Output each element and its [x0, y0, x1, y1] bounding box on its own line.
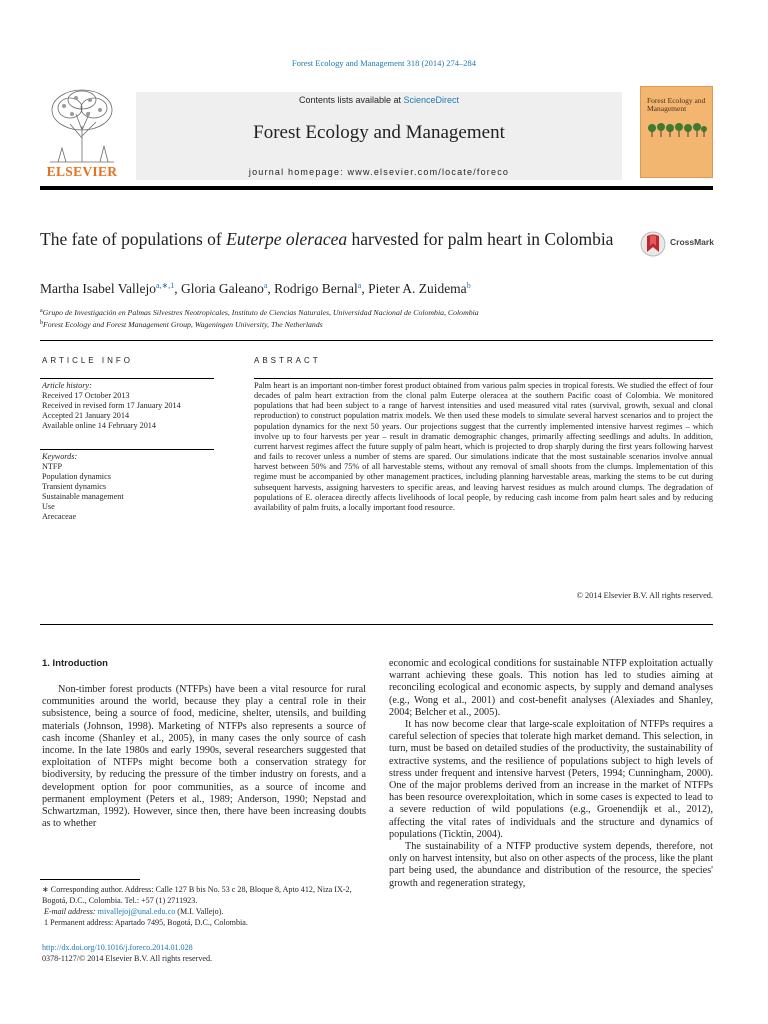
- article-title: [40, 228, 620, 250]
- author-affiliation-ref[interactable]: a,∗,1: [155, 281, 175, 290]
- cover-trees-icon: [647, 121, 707, 137]
- affiliation-item: [40, 318, 720, 330]
- history-item: Received 17 October 2013: [42, 391, 130, 400]
- title-species: Euterpe oleracea: [226, 229, 348, 249]
- affiliations: [40, 306, 720, 330]
- author-affiliation-ref[interactable]: b: [466, 281, 471, 290]
- email-note: [42, 906, 366, 917]
- author-separator: ,: [174, 281, 181, 296]
- title-part1: The fate of populations of: [40, 229, 227, 249]
- body-paragraph: Non-timber forest products (NTFPs) have been a vital resource for rural communities around the world, because they play a central role in their subsistence, being a source of food, medicine, shelter, utensils, and building materials (Johnson, 1998). Marketing of NTFPs also represents a source of cash income (Shanley et al., 2005), in many cases the only source of cash income. In the late 1980s and early 1990s, several researchers suggested that exploitation of NTFPs might become both a conservation strategy for biodiversity, by reducing the pressure of the timber industry on forests, and a development option for poor communities, as a source of income and permanent employment (Peters et al., 1989; Anderson, 1990; Nepstad and Schwartzman, 1992). However, since then, there have been increasing doubts as to whether: [42, 684, 366, 830]
- keywords: [42, 452, 222, 522]
- history-item: Accepted 21 January 2014: [42, 411, 130, 420]
- issn-line: 0378-1127/© 2014 Elsevier B.V. All rights reserved.: [42, 954, 213, 963]
- crossmark-icon: [640, 230, 666, 258]
- author-affiliation-ref[interactable]: a: [263, 281, 268, 290]
- body-paragraph: The sustainability of a NTFP productive system depends, therefore, not only on harvest intensity, but also on other aspects of the process, like the plant part being used, the abundance and distribution of the resource, the species' growth and regeneration strategy,: [389, 841, 713, 889]
- doi-link[interactable]: http://dx.doi.org/10.1016/j.foreco.2014.01.028: [42, 943, 193, 952]
- contents-line: [136, 95, 622, 105]
- body-column-right: [389, 658, 713, 890]
- permanent-address-note: 1 Permanent address: Apartado 7495, Bogotá, D.C., Colombia.: [44, 918, 248, 927]
- crossmark-button[interactable]: [640, 230, 720, 258]
- history-item: Received in revised form 17 January 2014: [42, 401, 181, 410]
- corresponding-author-note: ∗ Corresponding author. Address: Calle 127 B bis No. 53 c 28, Bloque 8, Apto 412, Niza IX-2, Bogotá, D.C., Colombia. Tel.: +57 (1) 2711923.: [42, 885, 352, 905]
- sciencedirect-link[interactable]: ScienceDirect: [403, 95, 460, 105]
- body-paragraph: economic and ecological conditions for sustainable NTFP exploitation actually warrant achieving these goals. This notion has led to studies aiming at reconciling ecological and economic aspects, by supply and demand analyses (e.g., Wong et al., 2001) and cost-benefit analyses (Alexiades and Shanley, 2004; Belcher et al., 2005).: [389, 658, 713, 718]
- keywords-label: Keywords:: [42, 452, 78, 461]
- elsevier-logo[interactable]: [40, 86, 124, 182]
- journal-cover[interactable]: [640, 86, 713, 178]
- keyword-item: Use: [42, 502, 55, 511]
- title-part2: harvested for palm heart in Colombia: [347, 229, 614, 249]
- contents-prefix: Contents lists available at: [298, 95, 404, 105]
- abstract-heading: ABSTRACT: [254, 356, 321, 365]
- cover-title: Forest Ecology and Management: [647, 96, 706, 113]
- affiliation-text: Grupo de Investigación en Palmas Silvestres Neotropicales, Instituto de Ciencias Naturales, Universidad Nacional de Colombia, Colombia: [42, 308, 479, 317]
- affiliation-item: [40, 306, 720, 318]
- abstract-rule: [254, 378, 713, 379]
- footnote-rule: [40, 879, 140, 880]
- author-separator: ,: [361, 281, 369, 296]
- email-link[interactable]: mivallejoj@unal.edu.co: [97, 907, 176, 916]
- footnotes: [42, 884, 366, 928]
- abstract-text: Palm heart is an important non-timber forest product obtained from various palm species in tropical forests. We studied the effect of four decades of palm heart extraction from the clonal palm Euterpe oleracea at the southern Pacific coast of Colombia. We monitored populations that had been subject to a range of harvest intensities and used measured vital rates (survival, growth, sexual and clonal reproduction) to construct population matrix models. We then used these models to simulate several harvest scenarios and to project the population dynamics for the next 50 years. Our projections suggest that the currently implemented intensive harvest regimes – which involve up to four harvests per year – result in dramatic demographic changes, primarily affecting seedlings and adults. In addition, current harvest regimes affect the future supply of palm heart, which is projected to drop sharply during the first years following harvest and fails to recover unless a number of stems are spared. Our simulations indicate that the most sustainable scenarios involve annual harvest between 50% and 75% of all harvestable stems, without any removal of small shoots from the clumps. Implementation of this regime must be accompanied by other management practices, including planning harvestable areas, marking the stems to be cut during subsequent harvests, assigning harvesters to specific areas, and leaving harvest residues as mulch around clumps. The degradation of populations of E. oleracea directly affects livelihoods of local people, by reducing cash income from palm heart sales and by reducing availability of palm fruits, a locally important food resource.: [254, 381, 713, 512]
- author-affiliation-ref[interactable]: a: [357, 281, 362, 290]
- journal-title: Forest Ecology and Management: [253, 122, 505, 143]
- body-column-left: [42, 684, 366, 830]
- author-separator: ,: [267, 281, 275, 296]
- keyword-item: Population dynamics: [42, 472, 111, 481]
- keyword-item: Transient dynamics: [42, 482, 107, 491]
- crossmark-label: CrossMark: [670, 237, 714, 247]
- tree-logo-icon: [40, 86, 124, 164]
- author-name: Pieter A. Zuidema: [368, 281, 467, 296]
- author-name: Martha Isabel Vallejo: [40, 281, 156, 296]
- info-rule: [40, 378, 214, 379]
- affiliation-marker: a: [40, 308, 43, 314]
- history-item: Available online 14 February 2014: [42, 421, 156, 430]
- body-paragraph: It has now become clear that large-scale exploitation of NTFPs requires a careful selection of species that tolerate high market demand. This selection, in turn, must be based on detailed studies of the productivity, the sustainability of extractive systems, and the resilience of populations subject to high levels of stress under frequent and intensive harvest (Peters, 1994; Cunningham, 2000). One of the major problems derived from an increase in the market of NTFPs has been resource overexploitation, which in some cases is expected to lead to a severe reduction of wild populations (e.g., Groenendijk et al., 2012), affecting the vital rates of individuals and the structure and dynamics of populations (Ticktin, 2004).: [389, 719, 713, 840]
- author-list: [40, 281, 720, 297]
- affiliation-marker: b: [40, 320, 43, 326]
- email-suffix: (M.I. Vallejo).: [175, 907, 224, 916]
- history-label: Article history:: [42, 381, 92, 390]
- author-name: Gloria Galeano: [180, 281, 264, 296]
- section-rule: [40, 340, 713, 341]
- journal-citation-link[interactable]: Forest Ecology and Management 318 (2014) 274–284: [291, 58, 477, 68]
- article-info-heading: ARTICLE INFO: [42, 356, 133, 365]
- header-rule: [40, 186, 713, 190]
- journal-homepage[interactable]: journal homepage: www.elsevier.com/locate/foreco: [248, 167, 510, 177]
- affiliation-text: Forest Ecology and Forest Management Group, Wageningen University, The Netherlands: [43, 320, 323, 329]
- keyword-item: Sustainable management: [42, 492, 124, 501]
- publisher-name: ELSEVIER: [46, 164, 118, 179]
- keyword-item: NTFP: [42, 462, 63, 471]
- introduction-heading: 1. Introduction: [42, 658, 108, 669]
- author-name: Rodrigo Bernal: [274, 281, 358, 296]
- abstract-copyright: © 2014 Elsevier B.V. All rights reserved.: [576, 591, 713, 600]
- keyword-item: Arecaceae: [42, 512, 77, 521]
- email-label: E-mail address:: [44, 907, 98, 916]
- article-history: [42, 381, 222, 431]
- keywords-rule: [40, 449, 214, 450]
- journal-header: [136, 92, 622, 180]
- body-rule: [40, 624, 713, 625]
- doi-block: [42, 942, 366, 964]
